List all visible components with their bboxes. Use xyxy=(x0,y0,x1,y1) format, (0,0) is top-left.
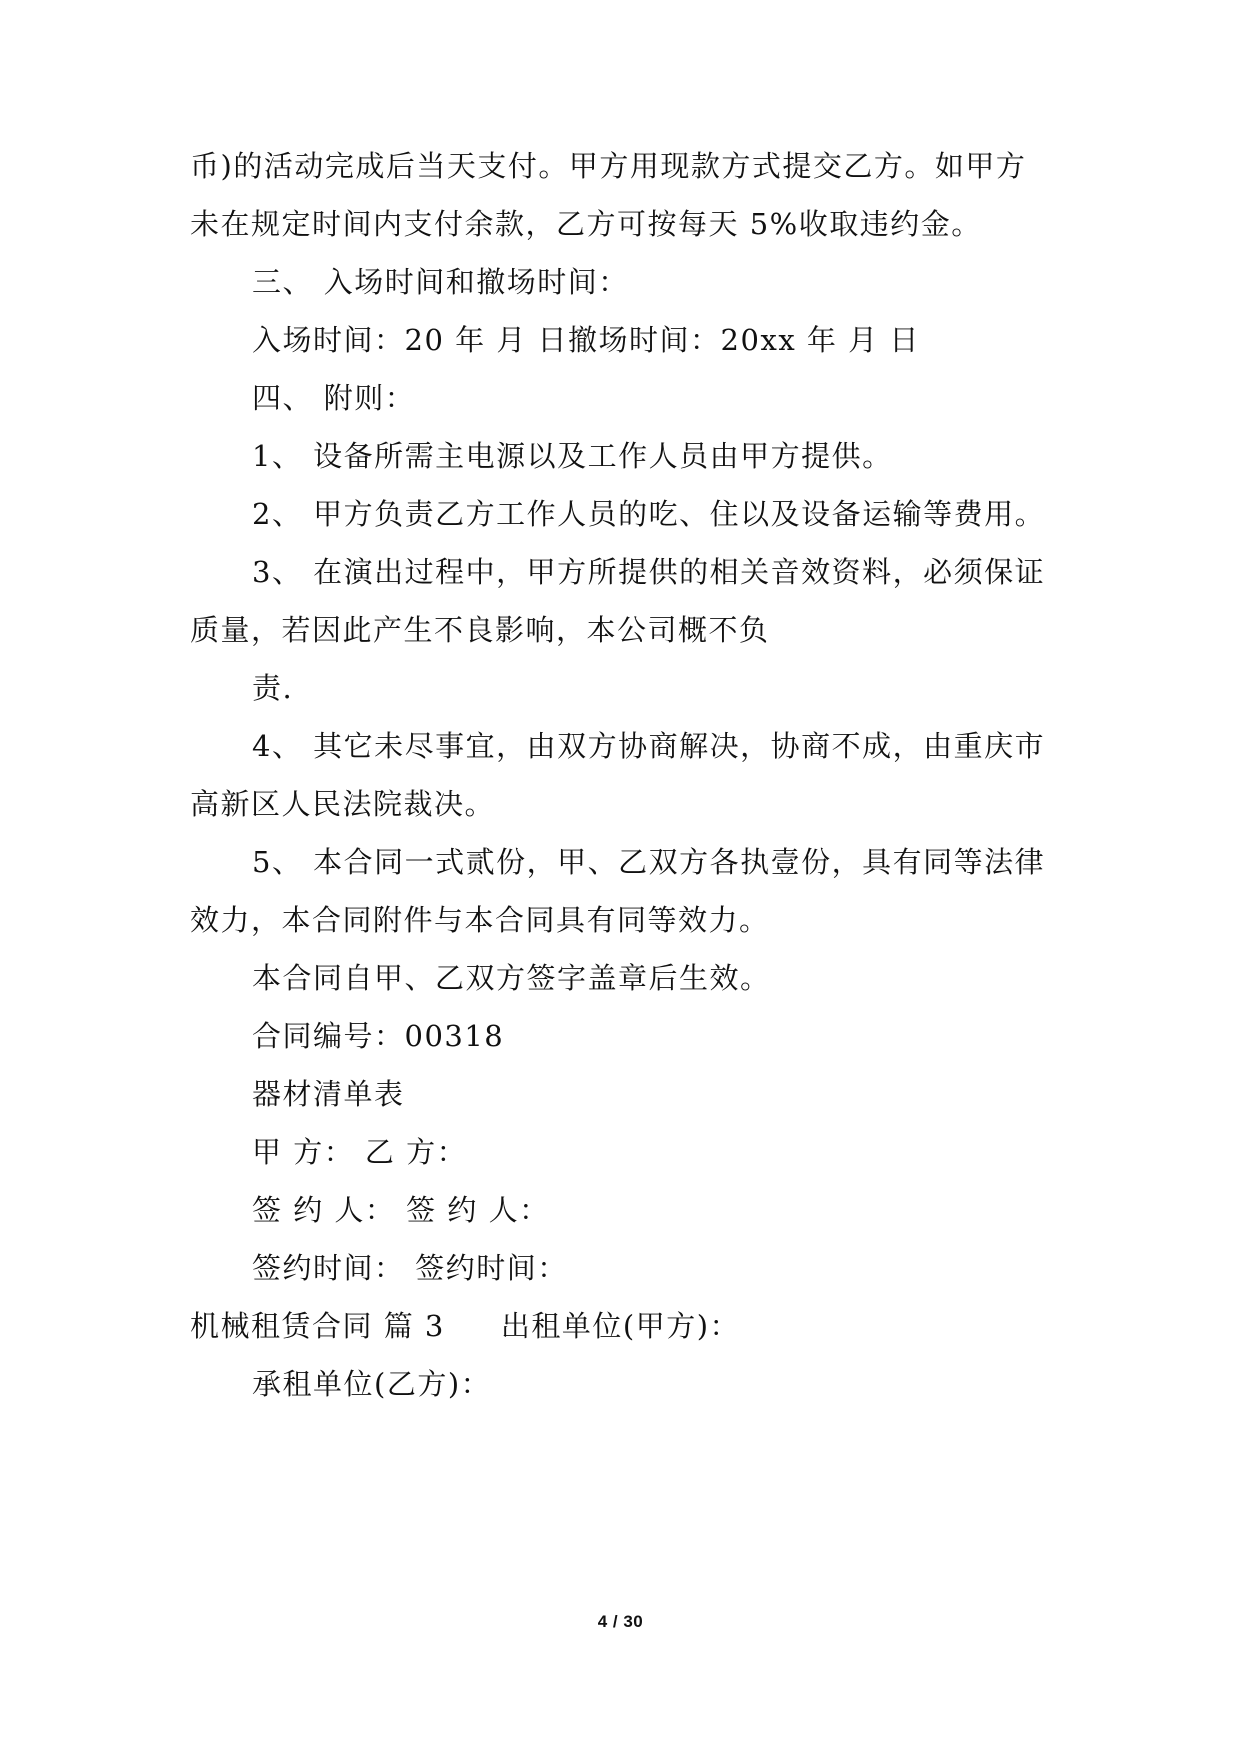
contract-section-heading xyxy=(190,1306,740,1346)
paragraph-line: 责. xyxy=(252,671,294,705)
paragraph-line: 币)的活动完成后当天支付。甲方用现款方式提交乙方。如甲方 xyxy=(190,149,1027,183)
paragraph-line: 质量，若因此产生不良影响，本公司概不负 xyxy=(190,613,770,647)
list-item: 4、 其它未尽事宜，由双方协商解决，协商不成，由重庆市 xyxy=(252,729,1046,763)
equipment-list-title: 器材清单表 xyxy=(252,1077,405,1111)
section-heading: 三、 入场时间和撤场时间： xyxy=(252,265,629,299)
page-number: 4 / 30 xyxy=(597,1612,644,1631)
paragraph-line: 高新区人民法院裁决。 xyxy=(190,787,496,821)
paragraph-line: 未在规定时间内支付余款，乙方可按每天 5%收取违约金。 xyxy=(190,207,982,241)
paragraph-line: 本合同自甲、乙双方签字盖章后生效。 xyxy=(252,961,771,995)
contract-number: 合同编号：00318 xyxy=(252,1019,505,1053)
section-heading: 四、 附则： xyxy=(252,381,416,415)
list-item: 2、 甲方负责乙方工作人员的吃、住以及设备运输等费用。 xyxy=(252,497,1046,531)
list-item: 1、 设备所需主电源以及工作人员由甲方提供。 xyxy=(252,439,893,473)
lessee-label: 承租单位(乙方)： xyxy=(252,1367,492,1401)
paragraph-line: 效力，本合同附件与本合同具有同等效力。 xyxy=(190,903,770,937)
list-item: 5、 本合同一式贰份，甲、乙双方各执壹份，具有同等法律 xyxy=(252,845,1046,879)
party-labels: 甲 方： 乙 方： xyxy=(252,1135,468,1169)
list-item: 3、 在演出过程中，甲方所提供的相关音效资料，必须保证 xyxy=(252,555,1046,589)
paragraph-line: 入场时间：20 年 月 日撤场时间：20xx 年 月 日 xyxy=(252,323,920,357)
contract-title: 机械租赁合同 篇 3 xyxy=(190,1309,445,1343)
lessor-label: 出租单位(甲方)： xyxy=(500,1309,741,1343)
signing-date-labels: 签约时间： 签约时间： xyxy=(252,1251,568,1285)
signatory-labels: 签 约 人： 签 约 人： xyxy=(252,1193,550,1227)
